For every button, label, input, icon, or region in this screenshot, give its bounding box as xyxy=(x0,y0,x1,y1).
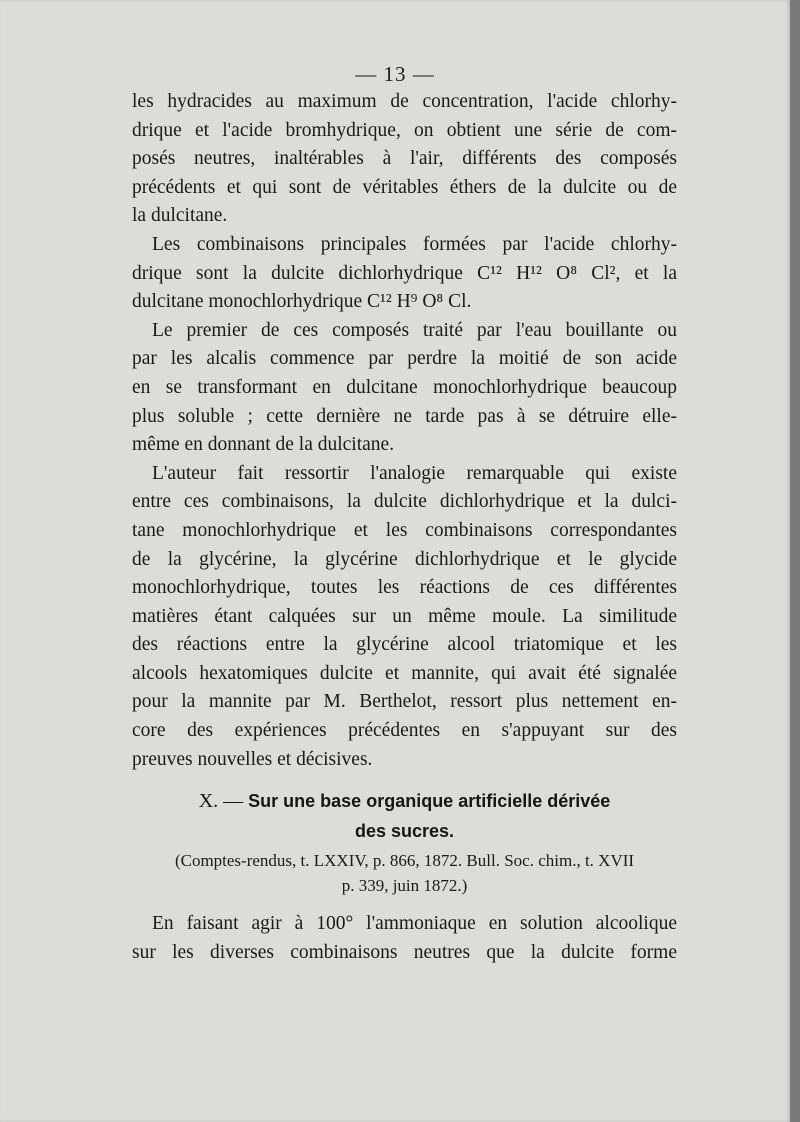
continuation-paragraph xyxy=(132,910,677,967)
paragraph-1 xyxy=(132,88,677,231)
section-heading xyxy=(132,786,677,846)
text-line: dulcitane monochlorhydrique C¹² H⁹ O⁸ Cl. xyxy=(132,291,472,313)
text-line: Le premier de ces composés traité par l'eau bouillante ou xyxy=(152,319,677,341)
text-line: plus soluble ; cette dernière ne tarde pas à se détruire elle- xyxy=(132,405,677,427)
page-number: — 13 — xyxy=(355,62,435,86)
section-number: X. — xyxy=(198,790,244,812)
text-line: alcools hexatomiques dulcite et mannite, qui avait été signalée xyxy=(132,662,677,684)
reference-line-1: (Comptes-rendus, t. LXXIV, p. 866, 1872. Bull. Soc. chim., t. XVII xyxy=(174,851,635,870)
text-line: précédents et qui sont de véritables éthers de la dulcite ou de xyxy=(132,176,677,198)
text-line: preuves nouvelles et décisives. xyxy=(132,748,373,770)
body-text xyxy=(132,88,677,774)
text-line: core des expériences précédentes en s'appuyant sur des xyxy=(132,720,677,742)
paragraph-4 xyxy=(132,460,677,775)
text-line: tane monochlorhydrique et les combinaisons correspondantes xyxy=(132,519,677,541)
text-line: drique sont la dulcite dichlorhydrique C¹² H¹² O⁸ Cl², et la xyxy=(132,262,677,284)
section-title-text: Sur une base organique artificielle dérivée xyxy=(248,791,611,811)
text-line: posés neutres, inaltérables à l'air, différents des composés xyxy=(132,148,677,170)
text-line: drique et l'acide bromhydrique, on obtient une série de com- xyxy=(132,119,677,141)
text-line: sur les diverses combinaisons neutres que la dulcite forme xyxy=(132,941,677,963)
reference-line-2: p. 339, juin 1872.) xyxy=(341,876,468,895)
text-line: les hydracides au maximum de concentration, l'acide chlorhy- xyxy=(132,91,677,112)
text-line: la dulcitane. xyxy=(132,205,228,227)
text-line: même en donnant de la dulcitane. xyxy=(132,434,395,456)
text-line: L'auteur fait ressortir l'analogie remarquable qui existe xyxy=(152,462,677,484)
bibliographic-reference xyxy=(132,848,677,898)
text-line: en se transformant en dulcitane monochlorhydrique beaucoup xyxy=(132,376,677,398)
text-line: de la glycérine, la glycérine dichlorhydrique et le glycide xyxy=(132,548,677,570)
text-line: Les combinaisons principales formées par l'acide chlorhy- xyxy=(152,233,677,255)
text-line: monochlorhydrique, toutes les réactions de ces différentes xyxy=(132,577,677,599)
text-line: entre ces combinaisons, la dulcite dichlorhydrique et la dulci- xyxy=(132,491,677,513)
paragraph-3 xyxy=(132,317,677,460)
paragraph-2 xyxy=(132,231,677,317)
section-heading-line-1 xyxy=(132,786,677,816)
text-line: pour la mannite par M. Berthelot, ressort plus nettement en- xyxy=(132,691,677,713)
text-line: par les alcalis commence par perdre la moitié de son acide xyxy=(132,348,677,370)
text-line: En faisant agir à 100° l'ammoniaque en solution alcoolique xyxy=(152,913,677,934)
text-line: matières étant calquées sur un même moule. La similitude xyxy=(132,605,677,627)
section-heading-line-2: des sucres. xyxy=(354,821,455,841)
text-line: des réactions entre la glycérine alcool triatomique et les xyxy=(132,634,677,656)
